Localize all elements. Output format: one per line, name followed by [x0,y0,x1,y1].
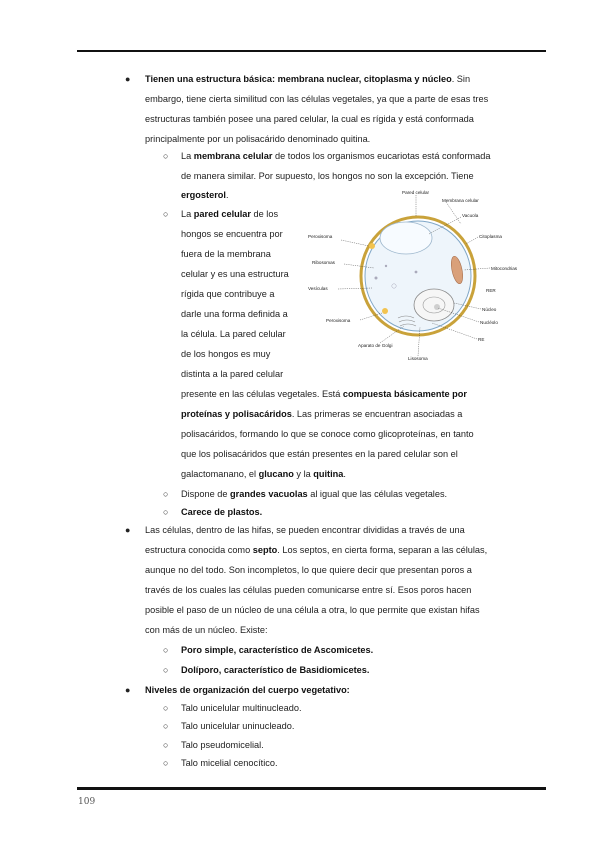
cell-diagram-svg [306,186,532,362]
sub-1-line-1: La membrana celular de todos los organismos eucariotas está conformada [181,151,491,161]
sub-2-line-8: de los hongos es muy [181,349,271,359]
bullet-1-line-4: principalmente por un polisacárido denominado quitina. [145,134,371,144]
bullet-dot: ● [125,525,131,535]
label-vacuola: Vacuola [462,213,479,218]
sub-2-line-2: hongos se encuentra por [181,229,283,239]
bullet-2-line-5: posible el paso de un núcleo de una célula a otra, lo que permite que existan hifas [145,605,480,615]
label-nucleo: Núcleo [482,307,497,312]
label-nucleolo: Nucléolo [480,320,498,325]
sub-2-line-11: proteínas y polisacáridos. Las primeras se encuentran asociadas a [181,409,463,419]
vesicle-dot [415,271,418,274]
sub-2-line-12: polisacáridos, formando lo que se conoce como glicoproteínas, en tanto [181,429,474,439]
bullet-2-line-6: con más de un núcleo. Existe: [145,625,268,635]
sub-2-line-5: rígida que contribuye a [181,289,275,299]
label-lisosoma: Lisosoma [408,356,428,361]
label-peroxisoma-2: Peroxisoma [326,318,351,323]
sub-bullet-circle: ○ [163,209,169,219]
label-vesiculas: Vesículas [308,286,328,291]
bullet-1-line-2: embargo, tiene cierta similitud con las células vegetales, ya que a parte de esas tres [145,94,489,104]
bullet-3-line-1: Niveles de organización del cuerpo vegetativo: [145,685,350,695]
sub-4-line: Carece de plastos. [181,507,263,517]
bullet-3-sub-1: Talo unicelular multinucleado. [181,703,302,713]
footer-rule [77,787,546,790]
bullet-2-line-1: Las células, dentro de las hifas, se pueden encontrar divididas a través de una [145,525,465,535]
bullet-1-line-1: Tienen una estructura básica: membrana nuclear, citoplasma y núcleo. Sin [145,74,471,84]
sub-3-line: Dispone de grandes vacuolas al igual que las células vegetales. [181,489,448,499]
bullet-2-line-4: través de los cuales las células pueden comunicarse entre sí. Esos poros hacen [145,585,472,595]
sub-bullet-circle: ○ [163,489,169,499]
sub-bullet-circle: ○ [163,703,169,713]
bullet-2-sub-1: Poro simple, característico de Ascomicetes. [181,645,374,655]
bullet-3-sub-4: Talo micelial cenocítico. [181,758,278,768]
bullet-3-sub-3: Talo pseudomicelial. [181,740,264,750]
sub-bullet-circle: ○ [163,507,169,517]
label-mitocondrias: Mitocondrias [491,266,518,271]
label-ribosomas: Ribosomas [312,260,335,265]
peroxisome-shape [369,243,375,249]
bullet-2-line-2: estructura conocida como septo. Los septos, en cierta forma, separan a las células, [145,545,488,555]
sub-2-line-14: galactomanano, el glucano y la quitina. [181,469,346,479]
peroxisome-shape [382,308,388,314]
bullet-2-sub-2: Dolíporo, característico de Basidiomicetes. [181,665,370,675]
bullet-dot: ● [125,685,131,695]
bullet-3-sub-2: Talo unicelular uninucleado. [181,721,295,731]
bullet-2-line-3: aunque no del todo. Son incompletos, lo que quiere decir que presentan poros a [145,565,472,575]
sub-2-line-6: darle una forma definida a [181,309,288,319]
label-pared-celular: Pared celular [402,190,430,195]
sub-2-line-9: distinta a la pared celular [181,369,284,379]
label-rer: RER [486,288,496,293]
sub-bullet-circle: ○ [163,151,169,161]
nucleus-shape [414,289,454,321]
sub-bullet-circle: ○ [163,665,169,675]
sub-2-line-4: celular y es una estructura [181,269,289,279]
sub-1-line-3: ergosterol. [181,190,229,200]
sub-bullet-circle: ○ [163,758,169,768]
vesicle-dot [375,277,378,280]
vesicle-dot [385,265,387,267]
sub-2-line-13: que los polisacáridos que están presentes en la pared celular son el [181,449,458,459]
label-membrana-celular: Membrana celular [442,198,479,203]
label-citoplasma: Citoplasma [479,234,502,239]
page-number: 109 [78,797,96,807]
sub-2-line-10: presente en las células vegetales. Está compuesta básicamente por [181,389,467,399]
label-re: RE [478,337,485,342]
bullet-1-line-3: estructuras también posee una pared celular, la cual es rígida y está conformada [145,114,474,124]
sub-bullet-circle: ○ [163,721,169,731]
label-aparato-golgi: Aparato de Golgi [358,343,393,348]
sub-1-line-2: de manera similar. Por supuesto, los hongos no son la excepción. Tiene [181,171,474,181]
label-peroxisoma: Peroxisoma [308,234,333,239]
sub-2-line-7: la célula. La pared celular [181,329,286,339]
nucleolus-dot [434,304,440,310]
sub-bullet-circle: ○ [163,740,169,750]
sub-2-line-1: La pared celular de los [181,209,279,219]
vacuole-shape [380,222,432,254]
bullet-dot: ● [125,74,131,84]
sub-2-line-3: fuera de la membrana [181,249,271,259]
fungal-cell-diagram [306,186,532,362]
sub-bullet-circle: ○ [163,645,169,655]
